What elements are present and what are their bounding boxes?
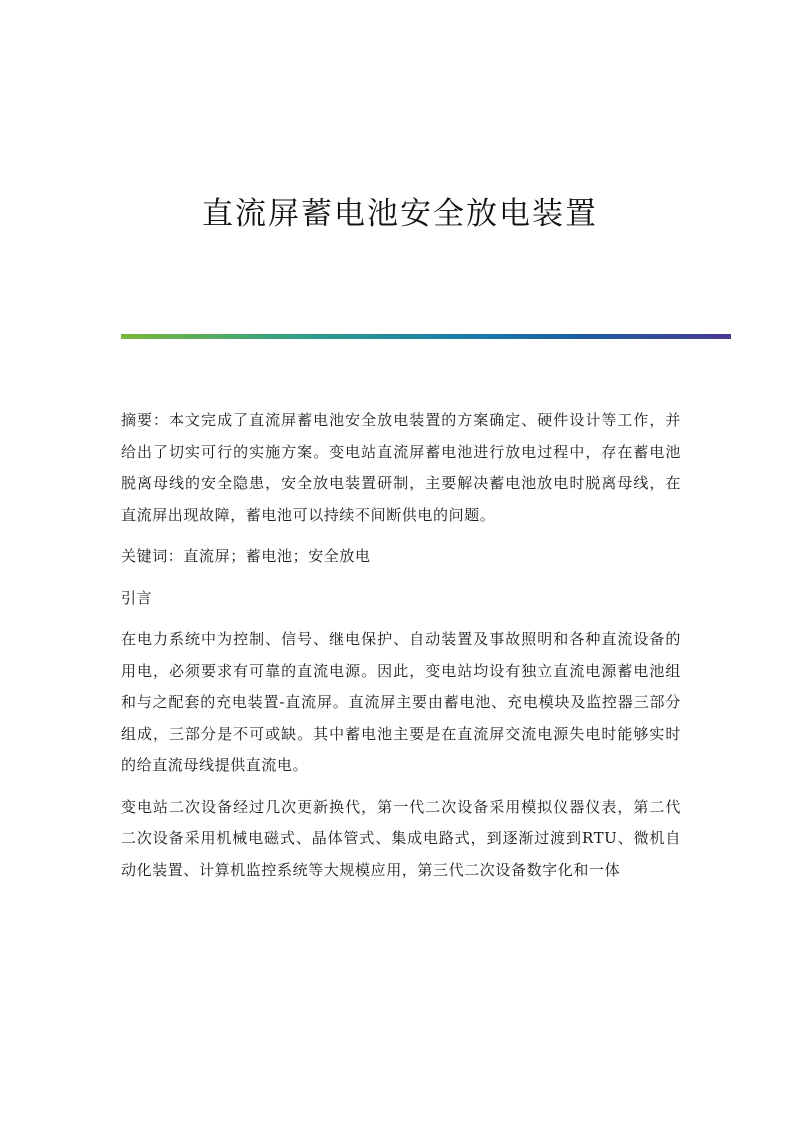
body-paragraph: 在电力系统中为控制、信号、继电保护、自动装置及事故照明和各种直流设备的用电，必须要求有可靠的直流电源。因此，变电站均设有独立直流电源蓄电池组和与之配套的充电装置-直流屏。直流屏主要由蓄电池、充电模块及监控器三部分组成，三部分是不可或缺。其中蓄电池主要是在直流屏交流电源失电时能够实时的给直流母线提供直流电。 [121, 630, 681, 774]
keywords-paragraph: 关键词：直流屏；蓄电池；安全放电 [121, 547, 371, 565]
introduction-heading: 引言 [121, 588, 153, 607]
document-title: 直流屏蓄电池安全放电装置 [202, 196, 598, 232]
abstract-paragraph: 摘要：本文完成了直流屏蓄电池安全放电装置的方案确定、硬件设计等工作，并给出了切实可行的实施方案。变电站直流屏蓄电池进行放电过程中，存在蓄电池脱离母线的安全隐患，安全放电装置研制，主要解决蓄电池放电时脱离母线，在直流屏出现故障，蓄电池可以持续不间断供电的问题。 [121, 411, 681, 524]
body-paragraph: 变电站二次设备经过几次更新换代，第一代二次设备采用模拟仪器仪表，第二代二次设备采用机械电磁式、晶体管式、集成电路式，到逐渐过渡到RTU、微机自动化装置、计算机监控系统等大规模应用，第三代二次设备数字化和一体 [121, 797, 681, 879]
gradient-divider [121, 334, 731, 339]
document-body [121, 405, 681, 896]
